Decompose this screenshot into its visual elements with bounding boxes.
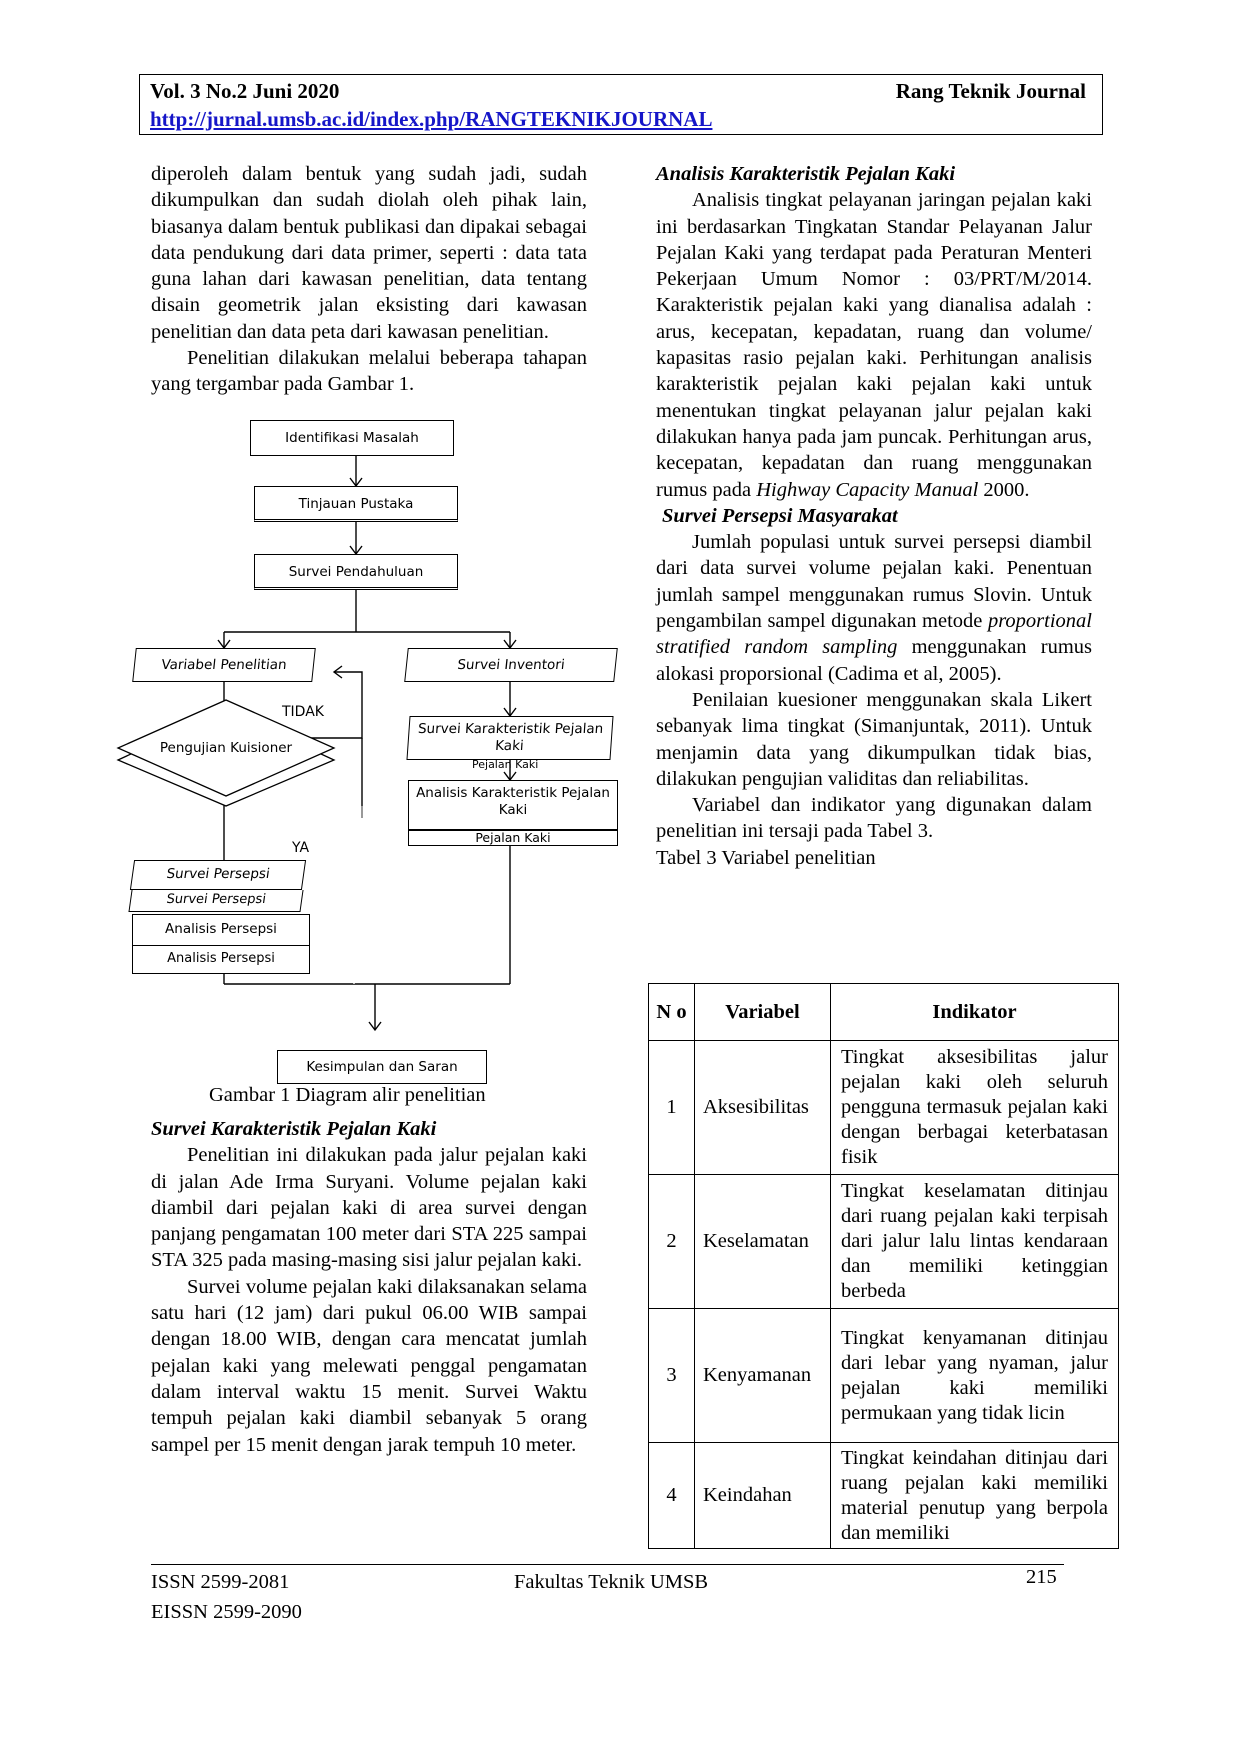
section-title: Survei Karakteristik Pejalan Kaki [151,1118,437,1140]
variable-table [648,983,1119,1549]
paragraph-text: menggunakan rumus alokasi proporsional (Cadima et al, 2005). [656,636,1092,685]
row-variabel: Kenyamanan [695,1309,831,1443]
row-no: 1 [649,1041,695,1175]
paragraph-emphasis: proportional stratified random sampling [656,610,1093,659]
table-header-row [649,984,1119,1041]
section-title: Analisis Karakteristik Pejalan Kaki [656,163,956,185]
row-variabel: Keindahan [695,1443,831,1549]
table-row [649,1443,1119,1549]
row-no: 4 [649,1443,695,1549]
row-indikator: Tingkat aksesibilitas jalur pejalan kaki oleh seluruh pengguna termasuk pejalan kaki dengan berbagai keterbatasan fisik [831,1041,1119,1175]
box-analisis-persepsi [132,914,310,946]
paragraph: Variabel dan indikator yang digunakan dalam penelitian ini tersaji pada Tabel 3. [656,794,1092,843]
header-no: N o [649,984,695,1041]
footer-rule [151,1564,1064,1565]
row-no: 3 [649,1309,695,1443]
row-indikator: Tingkat kenyamanan ditinjau dari lebar yang nyaman, jalur pejalan kaki memiliki permukaan yang tidak licin [831,1309,1119,1443]
section-title: Survei Persepsi Masyarakat [662,504,898,527]
table-caption: Tabel 3 Variabel penelitian [656,846,876,869]
paragraph-text: Jumlah populasi untuk survei persepsi diambil dari data survei volume pejalan kaki. Penentuan jumlah sampel menggunakan rumus Slovin. Untuk pengambilan sampel digunakan metode [656,531,1092,633]
box-analisis-karakteristik [408,780,618,830]
journal-header [139,74,1103,135]
paragraph [656,529,1092,687]
box-inventori [404,648,618,682]
row-indikator: Tingkat keindahan ditinjau dari ruang pejalan kaki memiliki material penutup yang berpola dan memiliki [831,1443,1119,1549]
header-variabel: Variabel [695,984,831,1041]
page-number: 215 [1026,1566,1057,1588]
right-column [656,161,1092,871]
decision-label: Pengujian Kuisioner [159,740,293,756]
row-indikator: Tingkat keselamatan ditinjau dari ruang pejalan kaki terpisah dari jalur lalu lintas kendaraan dan memiliki ketinggian berbeda [831,1175,1119,1309]
footer-faculty: Fakultas Teknik UMSB [514,1571,709,1593]
label-ya: YA [292,840,310,856]
footer-eissn: EISSN 2599-2090 [151,1601,302,1623]
box-survei-persepsi [130,860,306,890]
header-indikator: Indikator [831,984,1119,1041]
paragraph: Penelitian ini dilakukan pada jalur pejalan kaki di jalan Ade Irma Suryani. Volume pejalan kaki diambil dari pejalan kaki di area survei dengan panjang pengamatan 100 meter dari STA 225 sampai STA 325 pada masing-masing sisi jalur pejalan kaki. [151,1144,587,1272]
box-label: Kesimpulan dan Saran [306,1059,458,1075]
box-echo: Pejalan Kaki [472,758,539,771]
box-kesimpulan [277,1050,487,1084]
paragraph-text: Analisis tingkat pelayanan jaringan pejalan kaki ini berdasarkan Tingkatan Standar Pelayanan Jalur Pejalan Kaki yang terdapat pada Peraturan Menteri Pekerjaan Umum Nomor : 03/PRT/M/2014. Karakteristik pejalan kaki yang dianalisa adalah : arus, kecepatan, kepadatan, ruang dan volume/ kapasitas rasio pejalan kaki. Perhitungan analisis karakteristik pejalan kaki pejalan kaki untuk menentukan tingkat pelayanan jalur pejalan kaki dilakukan hanya pada jam puncak. Perhitungan arus, kecepatan, kepadatan dan ruang menggunakan rumus pada [656,189,1092,501]
row-variabel: Keselamatan [695,1175,831,1309]
journal-url-link[interactable]: http://jurnal.umsb.ac.id/index.php/RANGTEKNIKJOURNAL [150,107,713,131]
box-variabel [132,648,316,682]
box-label: Variabel Penelitian [160,657,288,673]
paragraph-emphasis: Highway Capacity Manual [756,478,979,501]
box-label: Survei Pendahuluan [288,564,424,580]
box-label: Identifikasi Masalah [285,430,419,446]
box-label: Tinjauan Pustaka [298,496,414,512]
box-identifikasi [250,420,454,456]
box-pendahuluan [254,554,458,590]
label-tidak: TIDAK [282,704,324,720]
box-label: Analisis Karakteristik Pejalan Kaki [416,785,610,818]
paragraph: Penilaian kuesioner menggunakan skala Likert sebanyak lima tingkat (Simanjuntak, 2011). Untuk menjamin data yang dikumpulkan tidak bias, dilakukan pengujian validitas dan reliabilitas. [656,688,1092,790]
box-label: Survei Inventori [456,657,566,673]
left-column-top [151,161,587,398]
row-variabel: Aksesibilitas [695,1041,831,1175]
left-column-bottom [151,1116,587,1458]
box-echo: Pejalan Kaki [408,830,618,846]
arrow-to-kesimpulan [360,984,390,1040]
figure-caption: Gambar 1 Diagram alir penelitian [209,1084,486,1106]
journal-name: Rang Teknik Journal [895,79,1086,103]
box-label: Survei Karakteristik Pejalan Kaki [417,721,604,754]
volume-info: Vol. 3 No.2 Juni 2020 [150,79,340,103]
box-echo: Analisis Persepsi [132,946,310,974]
box-label: Analisis Persepsi [165,921,277,937]
paragraph: diperoleh dalam bentuk yang sudah jadi, sudah dikumpulkan dan sudah diolah oleh pihak lain, biasanya dalam bentuk publikasi dan dipakai sebagai data pendukung dari data primer, seperti : data tata guna lahan dari kawasan penelitian, data tentang disain geometrik jalan eksisting dari kawasan penelitian dan data peta dari kawasan penelitian. [151,163,587,343]
table-row [649,1041,1119,1175]
paragraph: Penelitian dilakukan melalui beberapa tahapan yang tergambar pada Gambar 1. [151,347,587,396]
table-row [649,1175,1119,1309]
paragraph [656,187,1092,503]
table-row [649,1309,1119,1443]
row-no: 2 [649,1175,695,1309]
paragraph: Survei volume pejalan kaki dilaksanakan selama satu hari (12 jam) dari pukul 06.00 WIB sampai dengan 18.00 WIB, dengan cara mencatat jumlah pejalan kaki yang melewati penggal pengamatan dalam interval waktu 15 menit. Survei Waktu tempuh pejalan kaki diambil sebanyak 5 orang sampel per 15 menit dengan jarak tempuh 10 meter. [151,1275,587,1456]
footer-issn: ISSN 2599-2081 [151,1571,290,1593]
paragraph-text: 2000. [983,478,1030,501]
box-label: Survei Persepsi [165,866,271,882]
box-survei-karakteristik [406,716,613,760]
flowchart [110,420,630,990]
box-echo: Survei Persepsi [128,890,303,912]
box-tinjauan [254,486,458,522]
